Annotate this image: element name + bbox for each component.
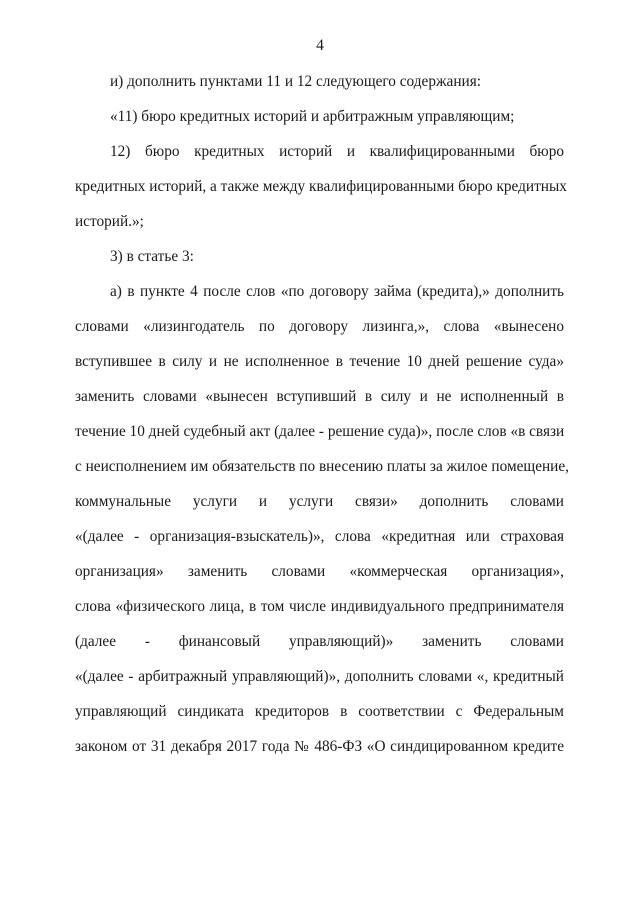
text-line: «(далее - организация-взыскатель)», слова «кредитная или страховая: [75, 528, 564, 545]
text-line: историй.»;: [75, 213, 144, 230]
text-line: 12) бюро кредитных историй и квалифицированными бюро: [110, 143, 564, 160]
text-line: кредитных историй, а также между квалифицированными бюро кредитных: [75, 178, 567, 195]
text-line: «(далее - арбитражный управляющий)», дополнить словами «, кредитный: [75, 668, 564, 685]
page-number: 4: [316, 37, 324, 54]
text-line: слова «физического лица, в том числе индивидуального предпринимателя: [75, 598, 564, 615]
text-line: управляющий синдиката кредиторов в соответствии с Федеральным: [75, 703, 564, 720]
text-line: «11) бюро кредитных историй и арбитражным управляющим;: [110, 108, 515, 125]
text-line: коммунальные услуги и услуги связи» дополнить словами: [75, 493, 564, 510]
text-line: организация» заменить словами «коммерческая организация»,: [75, 563, 564, 580]
text-line: словами «лизингодатель по договору лизинга,», слова «вынесено: [75, 318, 564, 335]
text-line: а) в пункте 4 после слов «по договору займа (кредита),» дополнить: [110, 283, 564, 300]
text-line: законом от 31 декабря 2017 года № 486-ФЗ «О синдицированном кредите: [75, 738, 564, 755]
text-line: 3) в статье 3:: [110, 248, 194, 265]
text-line: заменить словами «вынесен вступивший в силу и не исполненный в: [75, 388, 564, 405]
text-line: течение 10 дней судебный акт (далее - решение суда)», после слов «в связи: [75, 423, 565, 440]
text-line: и) дополнить пунктами 11 и 12 следующего содержания:: [110, 73, 481, 90]
text-line: вступившее в силу и не исполненное в течение 10 дней решение суда»: [75, 353, 564, 370]
text-line: с неисполнением им обязательств по внесению платы за жилое помещение,: [75, 458, 569, 475]
text-line: (далее - финансовый управляющий)» заменить словами: [75, 633, 564, 650]
